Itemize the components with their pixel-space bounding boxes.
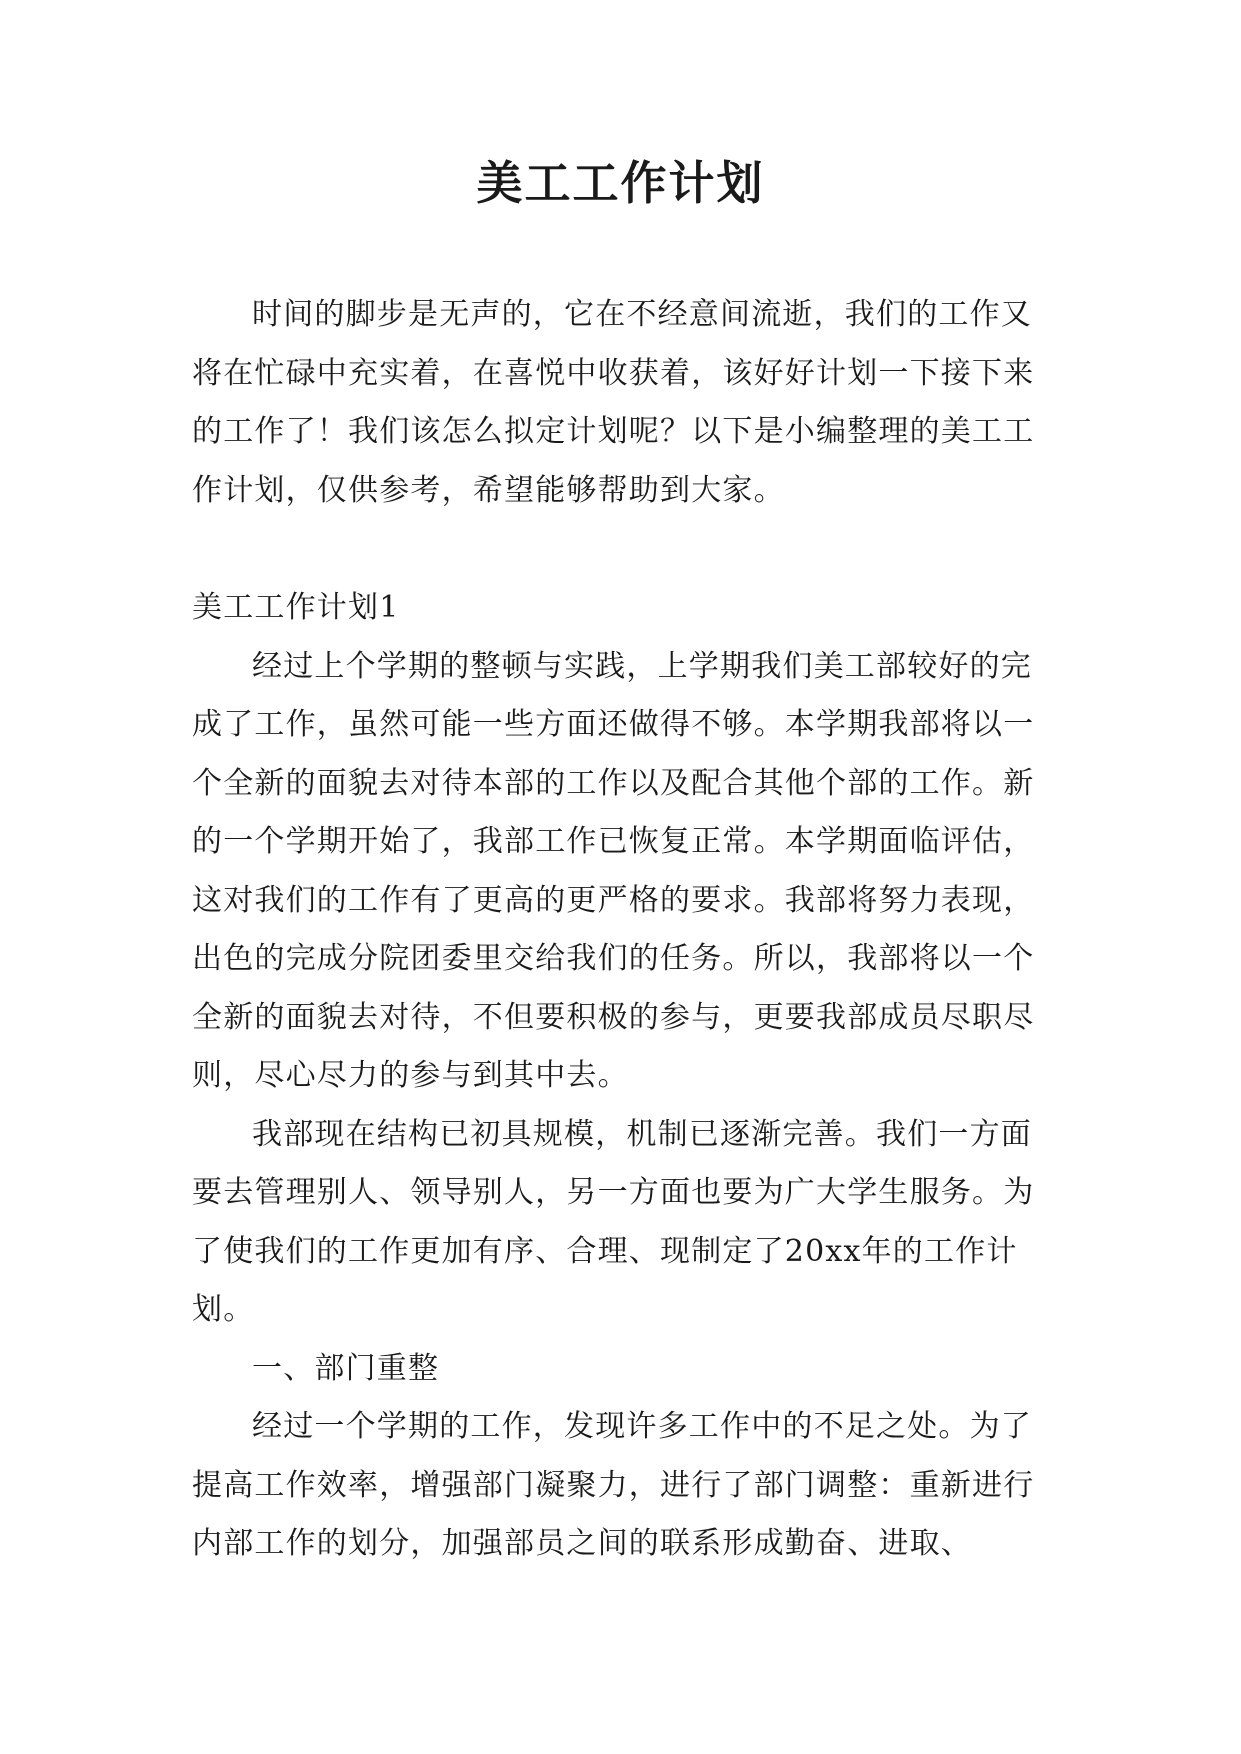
section-title: 美工工作计划1: [192, 590, 400, 625]
paragraph-1: 经过上个学期的整顿与实践，上学期我们美工部较好的完成了工作，虽然可能一些方面还做得不够。本学期我部将以一个全新的面貌去对待本部的工作以及配合其他个部的工作。新的一个学期开始了，我部工作已恢复正常。本学期面临评估，这对我们的工作有了更高的更严格的要求。我部将努力表现，出色的完成分院团委里交给我们的任务。所以，我部将以一个全新的面貌去对待，不但要积极的参与，更要我部成员尽职尽则，尽心尽力的参与到其中去。: [192, 648, 1035, 1093]
intro-paragraph: 时间的脚步是无声的，它在不经意间流逝，我们的工作又将在忙碌中充实着，在喜悦中收获着，该好好计划一下接下来的工作了！我们该怎么拟定计划呢？以下是小编整理的美工工作计划，仅供参考，希望能够帮助到大家。: [192, 297, 1035, 508]
paragraph-2: 我部现在结构已初具规模，机制已逐渐完善。我们一方面要去管理别人、领导别人，另一方面也要为广大学生服务。为了使我们的工作更加有序、合理、现制定了20xx年的工作计划。: [192, 1116, 1035, 1327]
subheading-department-reorg: 一、部门重整: [252, 1350, 440, 1386]
document-title: 美工工作计划: [476, 156, 765, 210]
paragraph-3: 经过一个学期的工作，发现许多工作中的不足之处。为了提高工作效率，增强部门凝聚力，进行了部门调整：重新进行内部工作的划分，加强部员之间的联系形成勤奋、进取、: [192, 1409, 1035, 1561]
section-1: [192, 579, 1052, 1574]
